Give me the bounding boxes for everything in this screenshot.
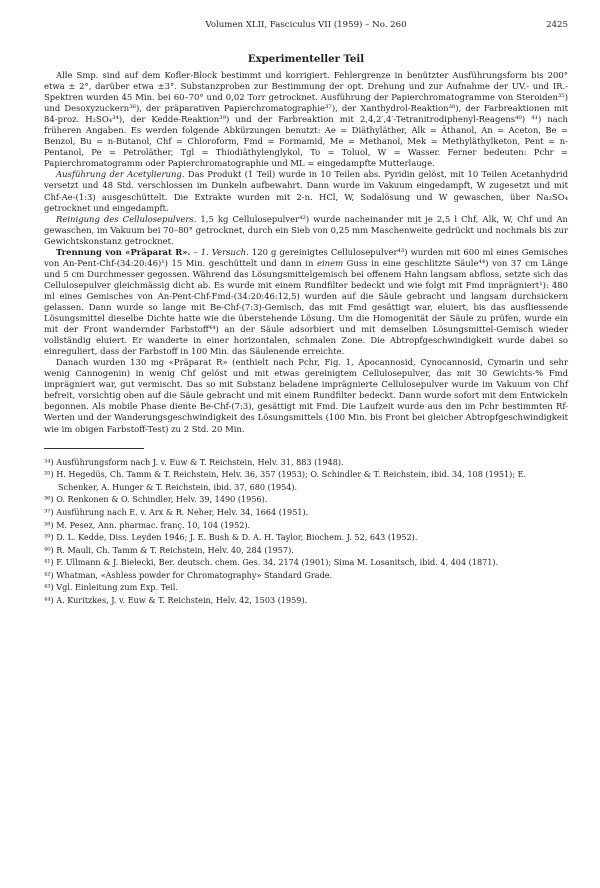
footnote-35: ³⁵) H. Hegedüs, Ch. Tamm & T. Reichstein, Helv. 36, 357 (1953); O. Schindler & T. Reichstein, ibid. 34, 108 (1951); E. Schenker, A. Hunger & T. Reichstein, ibid. 37, 680 (1954). [44, 469, 527, 492]
footnote-41: ⁴¹) F. Ullmann & J. Bielecki, Ber. deutsch. chem. Ges. 34, 2174 (1901); Sima M. Losanitsch, ibid. 4, 404 (1871). [44, 557, 499, 568]
paragraph-body-separation-a: 120 g gereinigtes Cellulosepulver⁴³) wurden mit 600 ml eines Gemisches von An-Pent-Chf-(34:20:46)¹) 15 Min. geschüttelt und dann in [44, 246, 568, 268]
footnote-34: ³⁴) Ausführungsform nach J. v. Euw & T. Reichstein, Helv. 31, 883 (1948). [44, 456, 344, 467]
running-title: Volumen XLII, Fasciculus VII (1959) – No. 260 [205, 20, 407, 30]
paragraph-heading-separation: Trennung von «Präparat R». [56, 246, 191, 257]
footnote-37: ³⁷) Ausführung nach E. v. Arx & R. Neher, Helv. 34, 1664 (1951). [44, 506, 309, 517]
footnotes [44, 456, 568, 607]
section-title: Experimenteller Teil [247, 53, 365, 65]
paragraph-body-acetylation: Das Produkt (1 Teil) wurde in 10 Teilen abs. Pyridin gelöst, mit 10 Teilen Acetanhydrid versetzt und 48 Std. verschlossen im Dunkeln aufbewahrt. Dann wurde im Vakuum eingedampft, W zugesetzt und mit Chf-Ae-(1:3) ausgeschüttelt. Die Extrakte wurden mit 2-n. HCl, W, Sodalösung und W gewaschen, über Na₂SO₄ getrocknet und eingedampft. [44, 169, 568, 213]
page-number: 2425 [546, 20, 568, 30]
paragraph-general-methods: Alle Smp. sind auf dem Kofler-Block bestimmt und korrigiert. Fehlergrenze in benützter Ausführungsform bis 200° etwa ± 2°, darüber etwa ±3°. Substanzproben zur Bestimmung der opt. Drehung und zur Aufnahme der UV.- und IR.-Spektren wurden 45 Min. bei 60–70° und 0,02 Torr getrocknet. Ausführung der Papierchromatogramme von Steroiden³⁵) und Desoxyzuckern³⁶), der präparativen Papierchromatographie³⁷), der Xanthydrol-Reaktion³⁸), der Farbreaktionen mit 84-proz. H₂SO₄³⁴), der Kedde-Reaktion³⁹) und der Farbreaktion mit 2,4,2′,4′-Tetranitrodiphenyl-Reagens⁴⁰) ⁴¹) nach früheren Angaben. Es werden folgende Abkürzungen benutzt: Ae = Diäthyläther, Alk = Äthanol, An = Aceton, Be = Benzol, Bu = n-Butanol, Chf = Chloroform, Fmd = Formamid, Me = Methanol, Mek = Methyläthylketon, Pent = n-Pentanol, Pe = Petroläther, Tgl = Thiodiäthylenglykol, To = Toluol, W = Wasser. Ferner bedeuten: Pchr = Papierchromatogramm oder Papierchromatographie und ML = eingedampfte Mutterlauge. [44, 70, 568, 169]
footnote-44: ⁴⁴) A. Kuritzkes, J. v. Euw & T. Reichstein, Helv. 42, 1503 (1959). [44, 595, 308, 606]
footnote-43: ⁴³) Vgl. Einleitung zum Exp. Teil. [44, 582, 178, 593]
paragraph-body-separation-b: Guss in eine geschlitzte Säule⁴⁴) von 37 cm Länge und 5 cm Durchmesser gegossen. Während das Lösungsmittelgemisch bei offenem Hahn langsam abfloss, setzte sich das Cellulosepulver gleichmässig dicht ab. Es wurde mit einem Rundfilter bedeckt und wie folgt mit Fmd imprägniert¹): 480 ml eines Gemisches von An-Pent-Chf-Fmd-(34:20:46:12,5) wurden auf die Säule gebracht und langsam durchsickern gelassen. Dann wurde so lange mit Be-Chf-(7:3)-Gemisch, das mit Fmd gesättigt war, eluiert, bis das ausfliessende Lösungsmittel dieselbe Dichte hatte wie die überstehende Lösung. Um die Homogenität der Säule zu prüfen, wurde ein mit der Front wandernder Farbstoff⁴⁴) an der Säule adsorbiert und mit demselben Lösungsmittel-Gemisch wieder vollständig eluiert. Er wanderte in einer horizontalen, schmalen Zone. Die Abtropfgeschwindigkeit wurde dabei so einreguliert, dass der Farbstoff in 100 Min. das Säulenende erreichte. [44, 257, 568, 357]
paragraph-heading-cellulose: Reinigung des Cellulosepulvers. [56, 213, 197, 224]
paragraph-chromatography-run: Danach wurden 130 mg «Präparat R» (enthielt nach Pchr, Fig. 1, Apocannosid, Cynocannosid, Cymarin und sehr wenig Cannogenin) in wenig Chf gelöst und mit etwas gereinigtem Cellulosepulver, das mit 30 Gewichts-% Fmd imprägniert war, gut vermischt. Das so mit Substanz beladene imprägnierte Cellulosepulver wurde im Vakuum von Chf befreit, vorsichtig oben auf die Säule gebracht und mit einem Rundfilter bedeckt. Dann wurde sofort mit dem Entwickeln begonnen. Als mobile Phase diente Be-Chf-(7:3), gesättigt mit Fmd. Die Laufzeit wurde aus den im Pchr bestimmten Rf-Werten und der Wanderungsgeschwindigkeit des Lösungsmittels (100 Min. bis Front bei gleicher Abtropfgeschwindigkeit wie im obigen Farbstoff-Test) zu 2 Std. 20 Min. [44, 357, 568, 434]
footnote-42: ⁴²) Whatman, «Ashless powder for Chromatography» Standard Grade. [44, 569, 333, 580]
paragraph-body-cellulose: 1,5 kg Cellulosepulver⁴²) wurde nacheinander mit je 2,5 l Chf, Alk, W, Chf und An gewaschen, im Vakuum bei 70–80° getrocknet, durch ein Sieb von 0,25 mm Maschenweite gedrückt und nochmals bis zur Gewichtskonstanz getrocknet. [44, 213, 568, 246]
heading-dash: – [190, 246, 201, 257]
paragraph-cellulose-cleaning [44, 214, 568, 247]
emphasis-word: einem [316, 257, 344, 268]
footnote-36: ³⁶) O. Renkonen & O. Schindler, Helv. 39, 1490 (1956). [44, 494, 268, 505]
paragraph-heading-acetylation: Ausführung der Acetylierung. [56, 169, 185, 180]
journal-page [44, 20, 568, 607]
footnote-38: ³⁸) M. Pesez, Ann. pharmac. franç. 10, 104 (1952). [44, 519, 251, 530]
paragraph-acetylation [44, 169, 568, 213]
paragraph-separation [44, 247, 568, 357]
footnote-39: ³⁹) D. L. Kedde, Diss. Leyden 1946; J. E. Bush & D. A. H. Taylor, Biochem. J. 52, 643 (1952). [44, 532, 418, 543]
footnote-rule [44, 448, 144, 449]
footnote-40: ⁴⁰) R. Mauli, Ch. Tamm & T. Reichstein, Helv. 40, 284 (1957). [44, 544, 294, 555]
running-head [44, 20, 568, 34]
experiment-label: 1. Versuch. [200, 246, 249, 257]
